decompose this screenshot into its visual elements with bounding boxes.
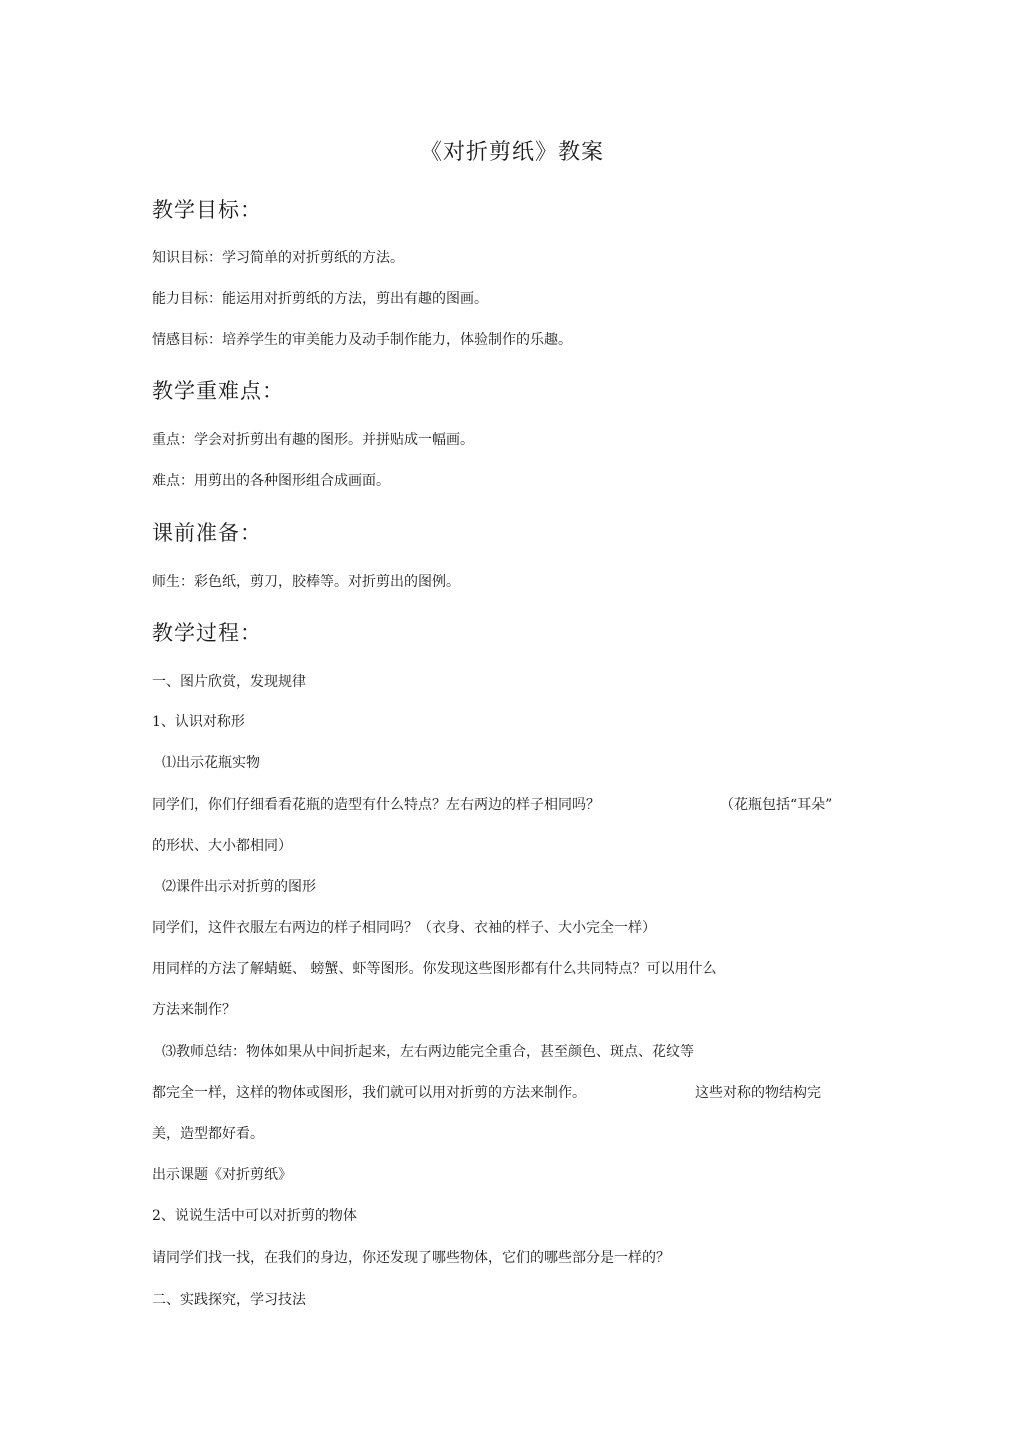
section-heading-process: 教学过程： bbox=[152, 621, 262, 645]
paragraph-line: 同学们，这件衣服左右两边的样子相同吗？（衣身、衣袖的样子、大小完全一样） bbox=[152, 920, 656, 936]
paragraph-line: ⑶教师总结：物体如果从中间折起来，左右两边能完全重合，甚至颜色、斑点、花纹等 bbox=[162, 1044, 694, 1060]
paragraph-line: 方法来制作？ bbox=[152, 1002, 236, 1018]
paragraph-line: 用同样的方法了解蜻蜓、 螃蟹、虾等图形。你发现这些图形都有什么共同特点？可以用什么 bbox=[152, 961, 717, 977]
paragraph-line: 难点：用剪出的各种图形组合成画面。 bbox=[152, 473, 390, 489]
paragraph-line: 二、实践探究，学习技法 bbox=[152, 1292, 306, 1308]
paragraph-line: 的形状、大小都相同） bbox=[152, 838, 292, 854]
paragraph-line: 能力目标：能运用对折剪纸的方法，剪出有趣的图画。 bbox=[152, 291, 488, 307]
section-heading-keypoints: 教学重难点： bbox=[152, 379, 284, 403]
paragraph-line: 重点：学会对折剪出有趣的图形。并拼贴成一幅画。 bbox=[152, 432, 474, 448]
paragraph-line-right: （花瓶包括“耳朵” bbox=[720, 797, 833, 813]
section-heading-objectives: 教学目标： bbox=[152, 198, 262, 222]
paragraph-line: 同学们，你们仔细看看花瓶的造型有什么特点？左右两边的样子相同吗？ bbox=[152, 797, 600, 813]
document-title: 《对折剪纸》教案 bbox=[419, 140, 604, 165]
paragraph-line: 美，造型都好看。 bbox=[152, 1126, 264, 1142]
paragraph-line: 知识目标：学习简单的对折剪纸的方法。 bbox=[152, 250, 404, 266]
paragraph-line: 出示课题《对折剪纸》 bbox=[152, 1167, 292, 1183]
paragraph-line-right: 这些对称的物结构完 bbox=[695, 1085, 821, 1101]
section-heading-preparation: 课前准备： bbox=[152, 521, 262, 545]
paragraph-line: 师生：彩色纸，剪刀，胶棒等。对折剪出的图例。 bbox=[152, 574, 460, 590]
paragraph-line: 1、认识对称形 bbox=[152, 714, 245, 730]
paragraph-line: 请同学们找一找，在我们的身边，你还发现了哪些物体，它们的哪些部分是一样的？ bbox=[152, 1250, 670, 1266]
paragraph-line: 2、说说生活中可以对折剪的物体 bbox=[152, 1208, 357, 1224]
paragraph-line: ⑴出示花瓶实物 bbox=[162, 755, 260, 771]
paragraph-line: ⑵课件出示对折剪的图形 bbox=[162, 879, 316, 895]
paragraph-line: 一、图片欣赏，发现规律 bbox=[152, 674, 306, 690]
paragraph-line: 都完全一样，这样的物体或图形，我们就可以用对折剪的方法来制作。 bbox=[152, 1085, 586, 1101]
paragraph-line: 情感目标：培养学生的审美能力及动手制作能力，体验制作的乐趣。 bbox=[152, 332, 572, 348]
